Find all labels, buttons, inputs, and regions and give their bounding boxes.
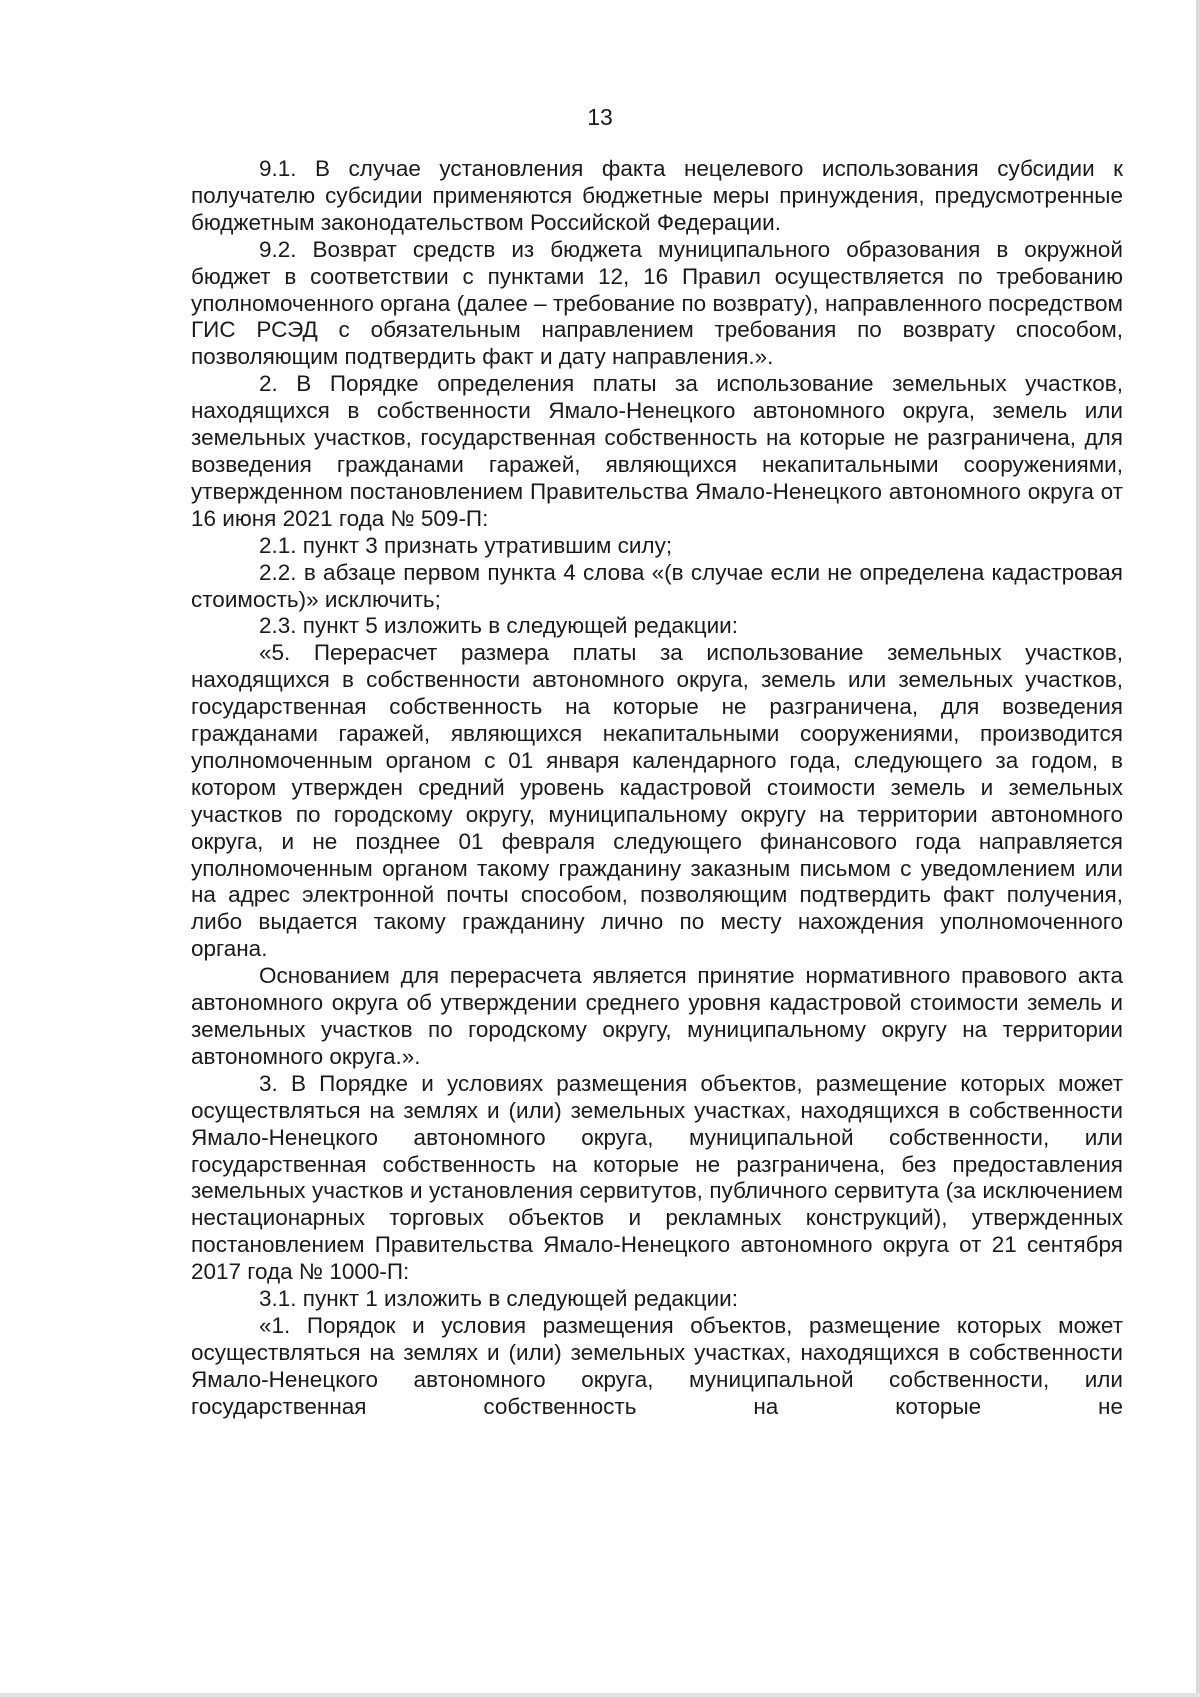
paragraph-quote-1: «1. Порядок и условия размещения объектов, размещение которых может осуществляться на землях и (или) земельных участках, находящихся в собственности Ямало-Ненецкого автономного округа, муниципальной собственности, или государственная собственность на которые не <box>191 1312 1123 1419</box>
paragraph-quote-5: «5. Перерасчет размера платы за использование земельных участков, находящихся в собственности автономного округа, земель или земельных участков, государственная собственность на которые не разграничена, для возведения гражданами гаражей, являющихся некапитальными сооружениями, производится уполномоченным органом с 01 января календарного года, следующего за годом, в котором утвержден средний уровень кадастровой стоимости земель и земельных участков по городскому округу, муниципальному округу на территории автономного округа, и не позднее 01 февраля следующего финансового года направляется уполномоченным органом такому гражданину заказным письмом с уведомлением или на адрес электронной почты способом, позволяющим подтвердить факт получения, либо выдается такому гражданину лично по месту нахождения уполномоченного органа. <box>191 640 1123 962</box>
paragraph-9-1: 9.1. В случае установления факта нецелевого использования субсидии к получателю субсидии применяются бюджетные меры принуждения, предусмотренные бюджетным законодательством Российской Федерации. <box>191 156 1123 235</box>
paragraph-2-1: 2.1. пункт 3 признать утратившим силу; <box>259 532 673 558</box>
document-body <box>191 156 1123 1421</box>
paragraph-basis: Основанием для перерасчета является принятие нормативного правового акта автономного округа об утверждении среднего уровня кадастровой стоимости земель и земельных участков по городскому округу, муниципальному округу на территории автономного округа.». <box>191 963 1123 1069</box>
paragraph-3-1: 3.1. пункт 1 изложить в следующей редакции: <box>259 1286 738 1312</box>
paragraph-2-3: 2.3. пункт 5 изложить в следующей редакции: <box>259 613 738 639</box>
paragraph-2-2: 2.2. в абзаце первом пункта 4 слова «(в случае если не определена кадастровая стоимость)» исключить; <box>191 559 1123 612</box>
paragraph-9-2: 9.2. Возврат средств из бюджета муниципального образования в окружной бюджет в соответствии с пунктами 12, 16 Правил осуществляется по требованию уполномоченного органа (далее – требование по возврату), направленного посредством ГИС РСЭД с обязательным направлением требования по возврату способом, позволяющим подтвердить факт и дату направления.». <box>191 236 1123 370</box>
paragraph-2: 2. В Порядке определения платы за использование земельных участков, находящихся в собственности Ямало-Ненецкого автономного округа, земель или земельных участков, государственная собственность на которые не разграничена, для возведения гражданами гаражей, являющихся некапитальными сооружениями, утвержденном постановлением Правительства Ямало-Ненецкого автономного округа от 16 июня 2021 года № 509-П: <box>191 371 1123 531</box>
page-edge-right <box>1196 0 1200 1697</box>
page-number: 13 <box>587 104 613 130</box>
page-edge-bottom <box>0 1693 1200 1697</box>
paragraph-3: 3. В Порядке и условиях размещения объектов, размещение которых может осуществляться на землях и (или) земельных участках, находящихся в собственности Ямало-Ненецкого автономного округа, муниципальной собственности, или государственная собственность на которые не разграничена, без предоставления земельных участков и установления сервитутов, публичного сервитута (за исключением нестационарных торговых объектов и рекламных конструкций), утвержденных постановлением Правительства Ямало-Ненецкого автономного округа от 21 сентября 2017 года № 1000-П: <box>191 1070 1123 1285</box>
